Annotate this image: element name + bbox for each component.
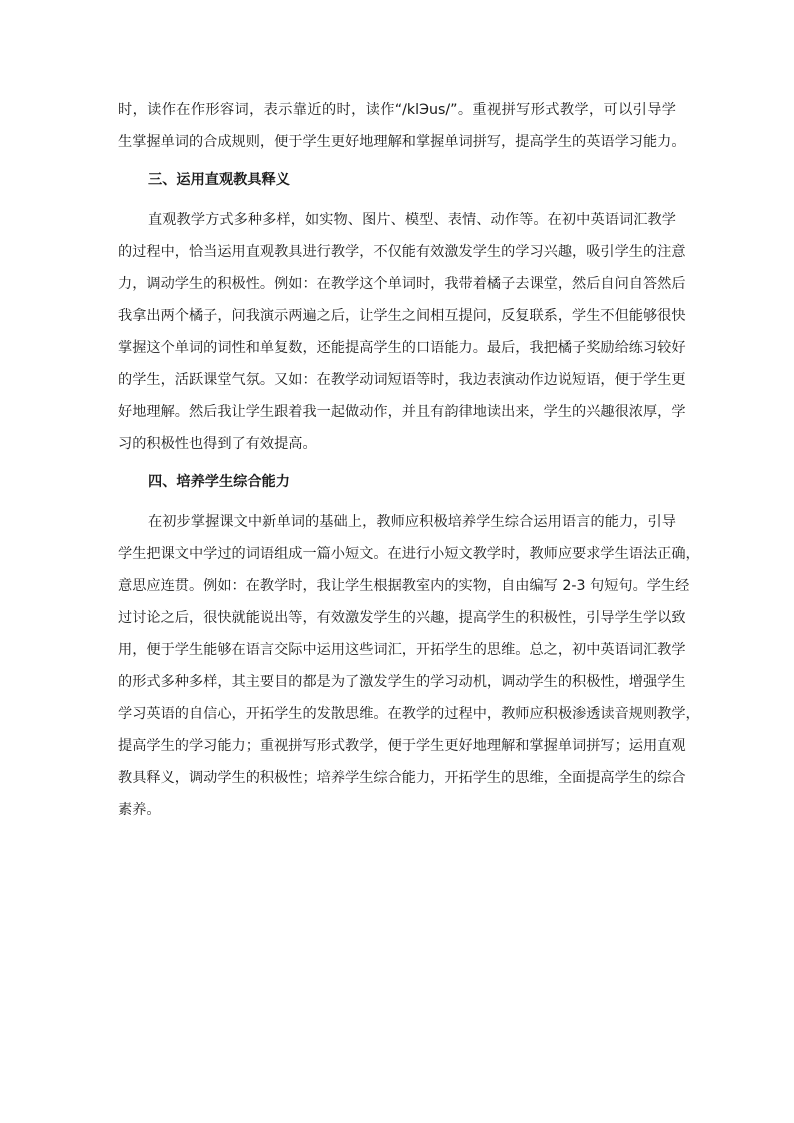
text-line: 习的积极性也得到了有效提高。 [118, 436, 317, 452]
text-line: 学生把课文中学过的词语组成一篇小短文。在进行小短文教学时，教师应要求学生语法正确， [118, 546, 700, 562]
text-line: 掌握这个单词的词性和单复数，还能提高学生的口语能力。最后，我把橘子奖励给练习较好 [118, 340, 686, 356]
text-line: 提高学生的学习能力；重视拼写形式教学，便于学生更好地理解和掌握单词拼写；运用直观 [118, 738, 686, 754]
text-line: 好地理解。然后我让学生跟着我一起做动作，并且有韵律地读出来，学生的兴趣很浓厚，学 [118, 404, 686, 420]
paragraph-visual-aids [118, 204, 686, 460]
text-line: 我拿出两个橘子，问我演示两遍之后，让学生之间相互提问，反复联系，学生不但能够很快 [118, 308, 686, 324]
text-line: 的形式多种多样，其主要目的都是为了激发学生的学习动机，调动学生的积极性，增强学生 [118, 674, 686, 690]
text-line: 素养。 [118, 802, 161, 818]
text-line: 学习英语的自信心，开拓学生的发散思维。在教学的过程中，教师应积极渗透读音规则教学， [118, 706, 700, 722]
section-heading-visual-aids: 三、运用直观教具释义 [148, 172, 290, 188]
paragraph-spelling-continuation [118, 94, 686, 158]
text-line: 意思应连贯。例如：在教学时，我让学生根据教室内的实物，自由编写 2-3 句短句。学生经 [118, 578, 690, 594]
section-heading-comprehensive-ability: 四、培养学生综合能力 [148, 474, 290, 490]
text-line: 的学生，活跃课堂气氛。又如：在教学动词短语等时，我边表演动作边说短语，便于学生更 [118, 372, 686, 388]
text-line: 教具释义，调动学生的积极性；培养学生综合能力，开拓学生的思维，全面提高学生的综合 [118, 770, 686, 786]
paragraph-comprehensive-ability [118, 506, 700, 826]
text-line: 过讨论之后，很快就能说出等，有效激发学生的兴趣，提高学生的积极性，引导学生学以致 [118, 610, 686, 626]
text-line: 在初步掌握课文中新单词的基础上，教师应积极培养学生综合运用语言的能力，引导 [148, 514, 676, 530]
text-line: 生掌握单词的合成规则，便于学生更好地理解和掌握单词拼写，提高学生的英语学习能力。 [118, 134, 686, 150]
text-line: 时，读作在作形容词，表示靠近的时，读作“/klЭus/”。重视拼写形式教学，可以引导学 [118, 102, 676, 118]
text-line: 的过程中，恰当运用直观教具进行教学，不仅能有效激发学生的学习兴趣，吸引学生的注意 [118, 244, 686, 260]
text-line: 直观教学方式多种多样，如实物、图片、模型、表情、动作等。在初中英语词汇教学 [148, 212, 676, 228]
document-page [118, 94, 700, 826]
text-line: 用，便于学生能够在语言交际中运用这些词汇，开拓学生的思维。总之，初中英语词汇教学 [118, 642, 686, 658]
text-line: 力，调动学生的积极性。例如：在教学这个单词时，我带着橘子去课堂，然后自问自答然后 [118, 276, 686, 292]
